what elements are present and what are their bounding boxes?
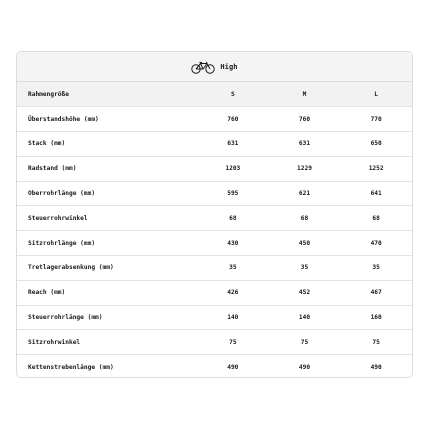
cell-l: 35 bbox=[340, 256, 412, 281]
cell-s: 760 bbox=[197, 107, 269, 132]
geometry-table-card bbox=[16, 51, 413, 378]
cell-m: 68 bbox=[269, 206, 341, 231]
table-row bbox=[17, 330, 412, 355]
column-header-m: M bbox=[269, 82, 341, 107]
row-label: Überstandshöhe (mm) bbox=[17, 107, 197, 132]
cell-m: 452 bbox=[269, 280, 341, 305]
table-row bbox=[17, 107, 412, 132]
geometry-variant-label: High bbox=[220, 62, 238, 71]
cell-m: 621 bbox=[269, 181, 341, 206]
cell-l: 650 bbox=[340, 132, 412, 157]
row-label: Kettenstrebenlänge (mm) bbox=[28, 363, 114, 371]
row-label: Steuerrohrlänge (mm) bbox=[17, 305, 197, 330]
row-label: Radstand (mm) bbox=[17, 156, 197, 181]
table-row bbox=[17, 305, 412, 330]
cell-m: 140 bbox=[269, 305, 341, 330]
table-header-row bbox=[17, 82, 412, 107]
cell-s: 595 bbox=[197, 181, 269, 206]
table-row bbox=[17, 156, 412, 181]
cell-m: 631 bbox=[269, 132, 341, 157]
cell-l: 490 bbox=[370, 363, 382, 371]
cell-s: 140 bbox=[197, 305, 269, 330]
cell-l: 75 bbox=[340, 330, 412, 355]
cell-l: 160 bbox=[340, 305, 412, 330]
table-row bbox=[17, 256, 412, 281]
bicycle-icon bbox=[191, 60, 215, 74]
row-label: Oberrohrlänge (mm) bbox=[17, 181, 197, 206]
geometry-header bbox=[17, 52, 412, 82]
cell-m: 1229 bbox=[269, 156, 341, 181]
row-label: Steuerrohrwinkel bbox=[17, 206, 197, 231]
cell-m: 450 bbox=[269, 231, 341, 256]
geometry-table bbox=[17, 82, 412, 378]
row-label: Sitzrohrwinkel bbox=[17, 330, 197, 355]
row-label: Stack (mm) bbox=[17, 132, 197, 157]
table-row bbox=[17, 132, 412, 157]
cell-m: 75 bbox=[269, 330, 341, 355]
cell-l: 641 bbox=[340, 181, 412, 206]
cell-s: 75 bbox=[197, 330, 269, 355]
cell-l: 770 bbox=[340, 107, 412, 132]
cell-s: 430 bbox=[197, 231, 269, 256]
cell-l: 467 bbox=[340, 280, 412, 305]
column-header-l: L bbox=[340, 82, 412, 107]
cell-l: 470 bbox=[340, 231, 412, 256]
cell-s: 490 bbox=[227, 363, 239, 371]
cell-s: 1203 bbox=[197, 156, 269, 181]
cell-m: 490 bbox=[298, 363, 311, 371]
table-row bbox=[17, 181, 412, 206]
table-row bbox=[17, 280, 412, 305]
cell-s: 68 bbox=[197, 206, 269, 231]
cell-s: 35 bbox=[197, 256, 269, 281]
cell-s: 426 bbox=[197, 280, 269, 305]
row-label: Tretlagerabsenkung (mm) bbox=[17, 256, 197, 281]
row-label: Sitzrohrlänge (mm) bbox=[17, 231, 197, 256]
row-label: Reach (mm) bbox=[17, 280, 197, 305]
cell-m: 760 bbox=[269, 107, 341, 132]
cell-l: 68 bbox=[340, 206, 412, 231]
column-header-s: S bbox=[197, 82, 269, 107]
column-header-size: Rahmengröße bbox=[17, 82, 197, 107]
cell-l: 1252 bbox=[340, 156, 412, 181]
table-row bbox=[17, 206, 412, 231]
cell-s: 631 bbox=[197, 132, 269, 157]
table-row bbox=[17, 231, 412, 256]
table-row bbox=[17, 355, 412, 378]
cell-m: 35 bbox=[269, 256, 341, 281]
